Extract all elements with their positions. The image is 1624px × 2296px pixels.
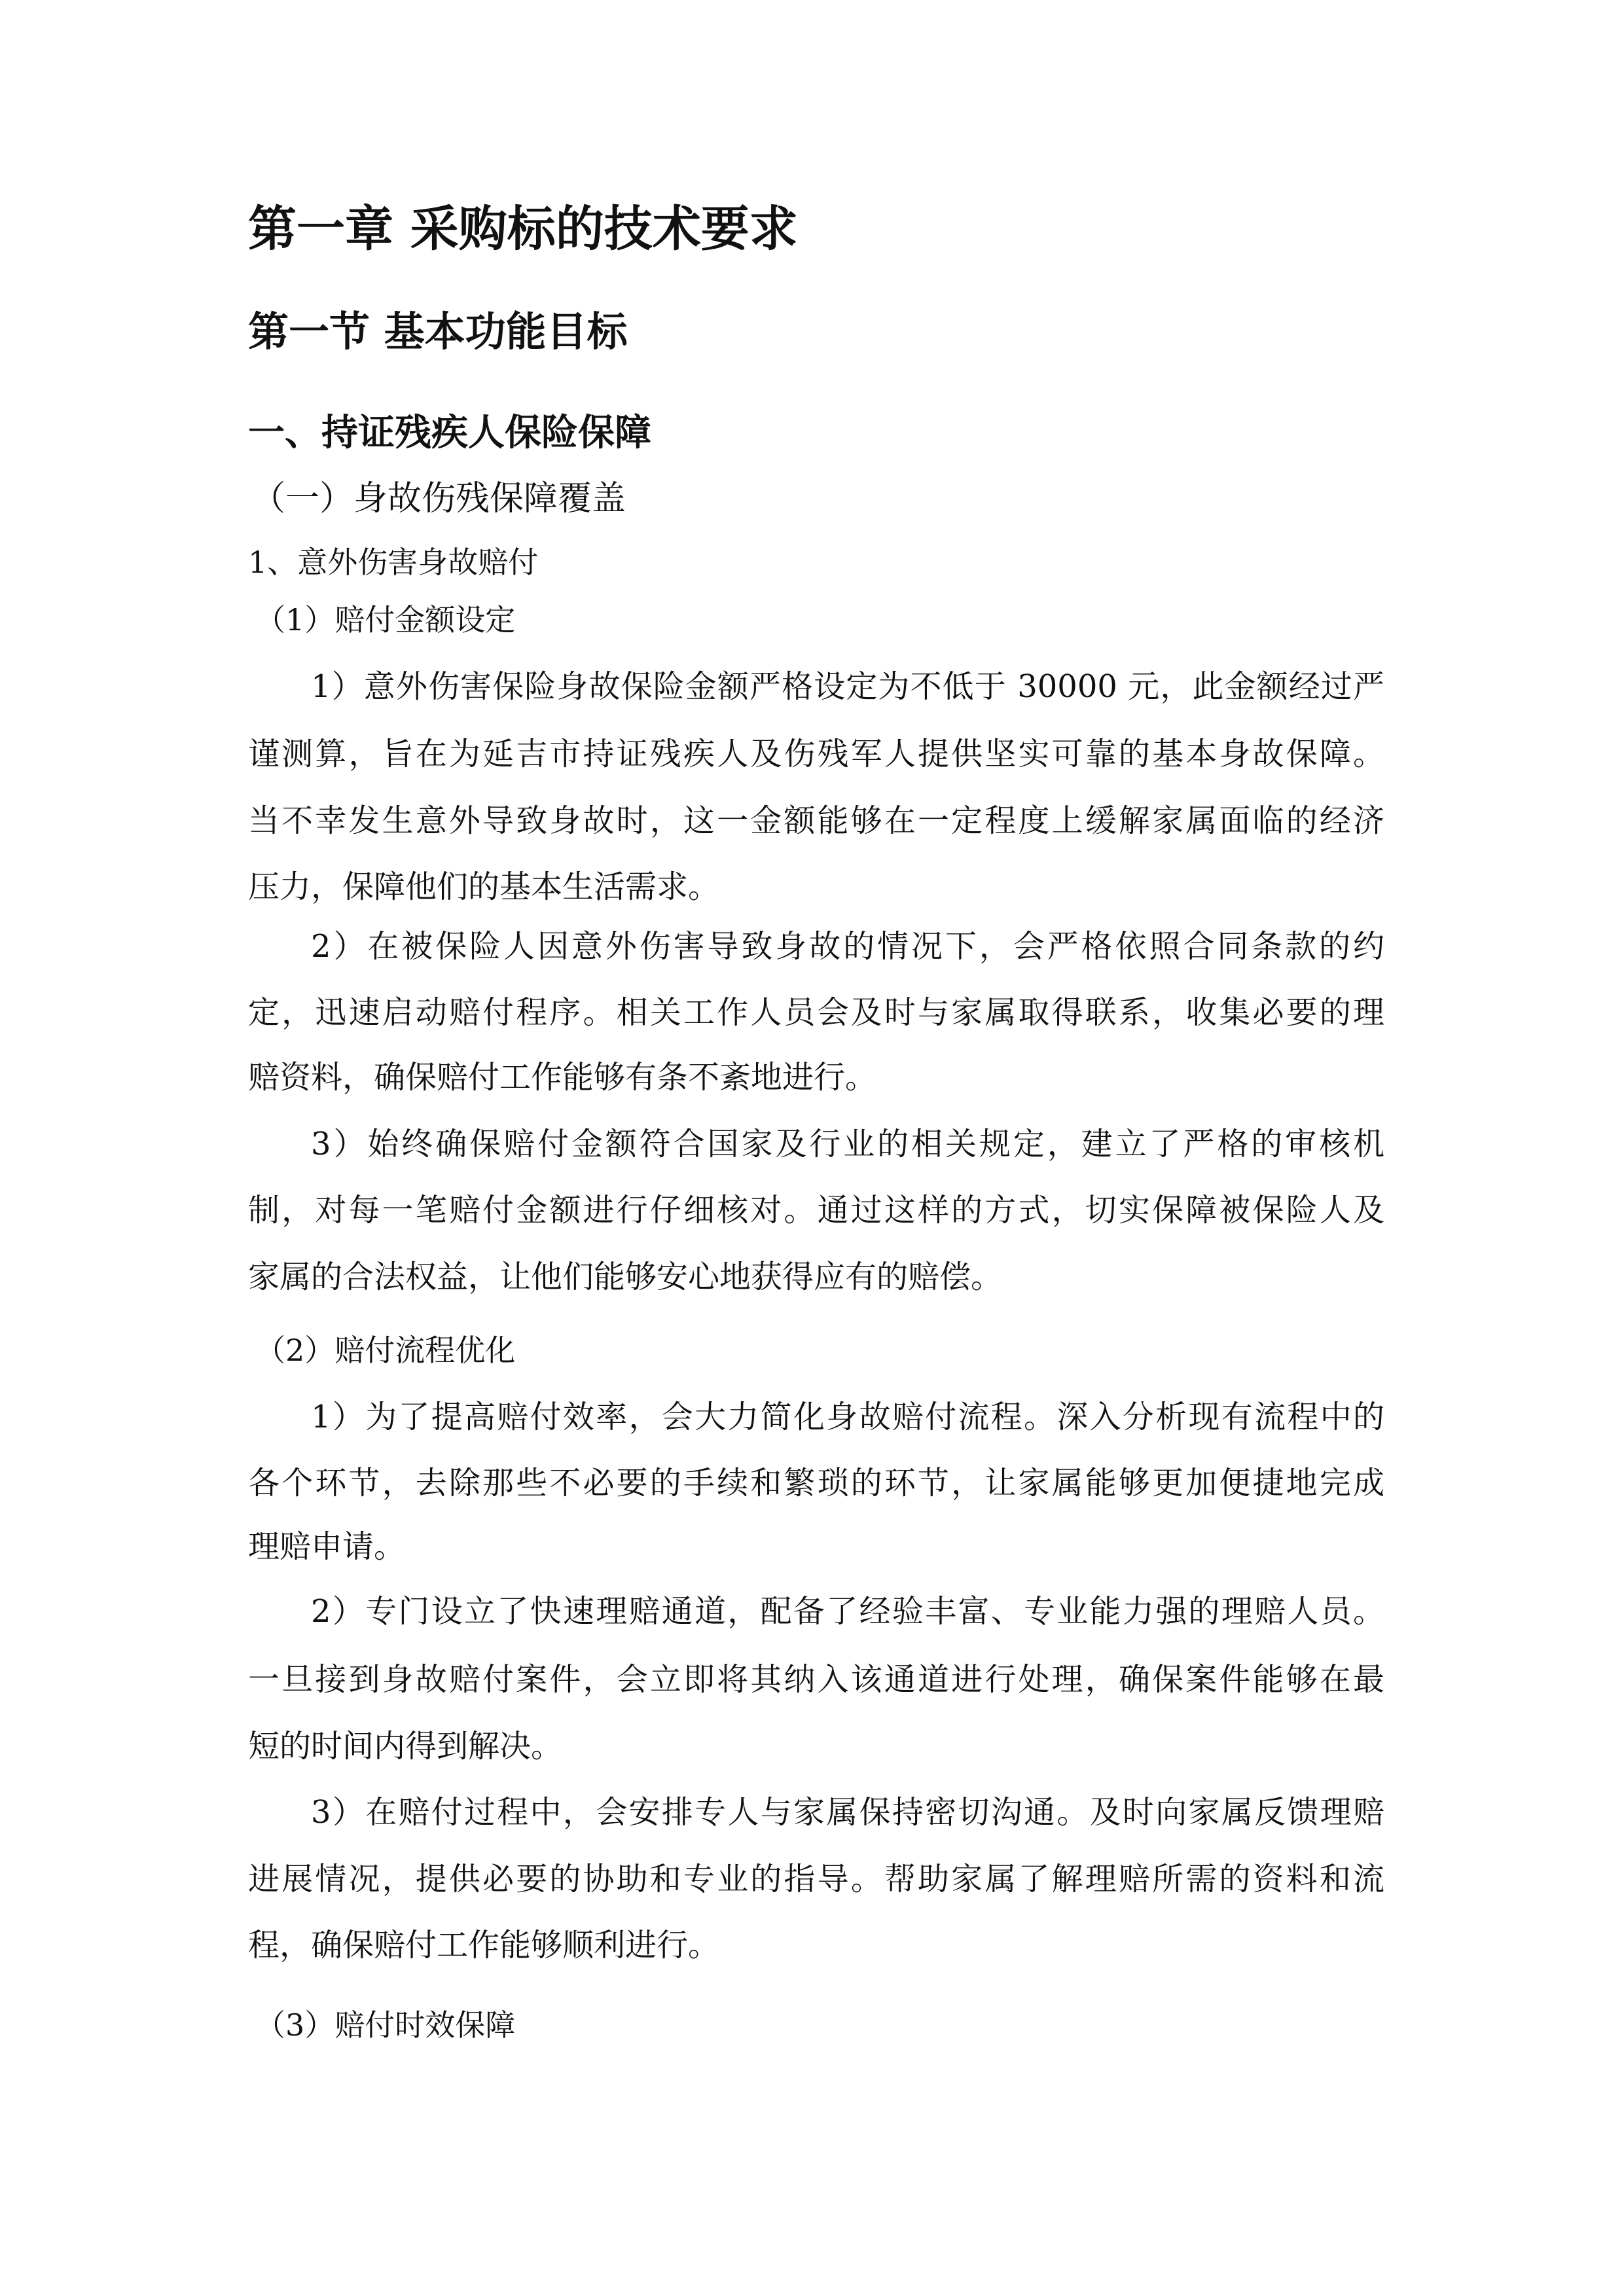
subheading-payout-timeliness: （3）赔付时效保障 [255,2007,516,2043]
paragraph-line: 家属的合法权益，让他们能够安心地获得应有的赔偿。 [248,1259,1003,1295]
paragraph-line: 1）为了提高赔付效率，会大力简化身故赔付流程。深入分析现有流程中的 [311,1399,1384,1435]
paragraph-line: 定，迅速启动赔付程序。相关工作人员会及时与家属取得联系，收集必要的理 [248,994,1384,1031]
paragraph-line: 各个环节，去除那些不必要的手续和繁琐的环节，让家属能够更加便捷地完成 [248,1465,1384,1501]
paragraph-line: 谨测算，旨在为延吉市持证残疾人及伤残军人提供坚实可靠的基本身故保障。 [248,736,1384,772]
paragraph-line: 赔资料，确保赔付工作能够有条不紊地进行。 [248,1059,877,1096]
heading-level-2: （一）身故伤残保障覆盖 [251,479,626,518]
paragraph-line: 程，确保赔付工作能够顺利进行。 [248,1927,720,1964]
chapter-title: 第一章 采购标的技术要求 [248,201,798,257]
paragraph-line: 理赔申请。 [248,1528,406,1565]
paragraph-line: 压力，保障他们的基本生活需求。 [248,869,720,905]
paragraph-line: 3）始终确保赔付金额符合国家及行业的相关规定，建立了严格的审核机 [311,1126,1384,1162]
paragraph-line: 2）专门设立了快速理赔通道，配备了经验丰富、专业能力强的理赔人员。 [311,1593,1384,1630]
paragraph-line: 进展情况，提供必要的协助和专业的指导。帮助家属了解理赔所需的资料和流 [248,1861,1384,1897]
section-title: 第一节 基本功能目标 [248,308,628,355]
paragraph-line: 短的时间内得到解决。 [248,1728,563,1765]
paragraph-line: 制，对每一笔赔付金额进行仔细核对。通过这样的方式，切实保障被保险人及 [248,1192,1384,1229]
subheading-process-optimization: （2）赔付流程优化 [255,1333,516,1368]
heading-level-3: 1、意外伤害身故赔付 [248,545,539,580]
heading-level-1: 一、持证残疾人保险保障 [248,411,651,454]
paragraph-line: 3）在赔付过程中，会安排专人与家属保持密切沟通。及时向家属反馈理赔 [311,1794,1384,1831]
paragraph-line: 2）在被保险人因意外伤害导致身故的情况下，会严格依照合同条款的约 [311,928,1384,965]
paragraph-line: 一旦接到身故赔付案件，会立即将其纳入该通道进行处理，确保案件能够在最 [248,1661,1384,1698]
paragraph-line: 当不幸发生意外导致身故时，这一金额能够在一定程度上缓解家属面临的经济 [248,802,1384,839]
subheading-payout-amount: （1）赔付金额设定 [255,602,516,637]
paragraph-line: 1）意外伤害保险身故保险金额严格设定为不低于 30000 元，此金额经过严 [311,668,1384,705]
